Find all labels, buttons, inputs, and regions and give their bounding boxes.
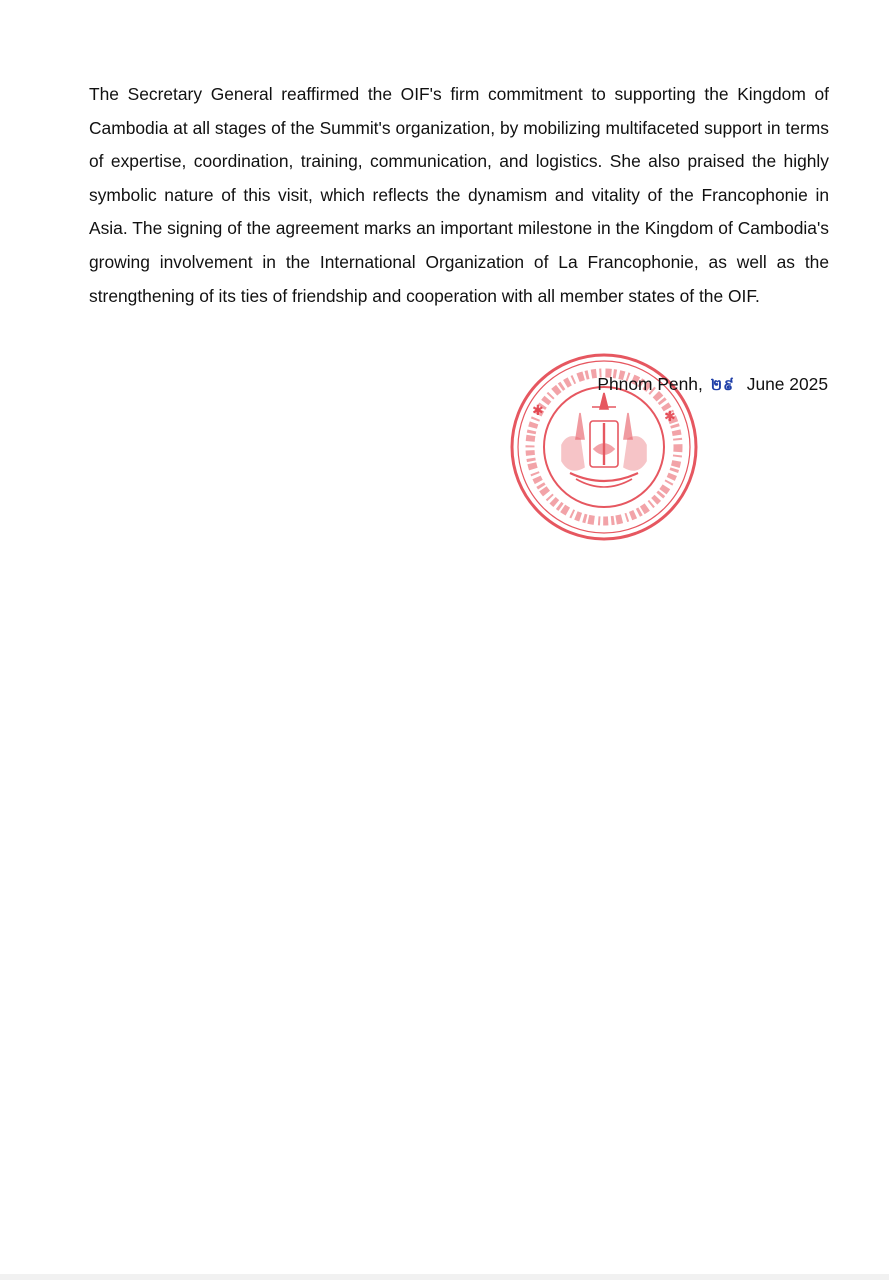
- svg-text:✱: ✱: [664, 409, 676, 425]
- date-month-year: June 2025: [746, 374, 828, 394]
- page-bottom-edge: [0, 1274, 889, 1280]
- date-place: Phnom Penh,: [597, 374, 703, 394]
- body-paragraph: The Secretary General reaffirmed the OIF's firm commitment to supporting the Kingdom of Cambodia at all stages of the Summit's organization, by mobilizing multifaceted support in terms of expertise, coordination, training, communication, and logistics. She also praised the highly symbolic nature of this visit, which reflects the dynamism and vitality of the Francophonie in Asia. The signing of the agreement marks an important milestone in the Kingdom of Cambodia's growing involvement in the International Organization of La Francophonie, as well as the strengthening of its ties of friendship and cooperation with all member states of the OIF.: [89, 84, 829, 306]
- svg-text:✱: ✱: [532, 403, 544, 419]
- signature-date: [597, 370, 828, 399]
- date-day-handwritten: ២៩: [710, 376, 735, 394]
